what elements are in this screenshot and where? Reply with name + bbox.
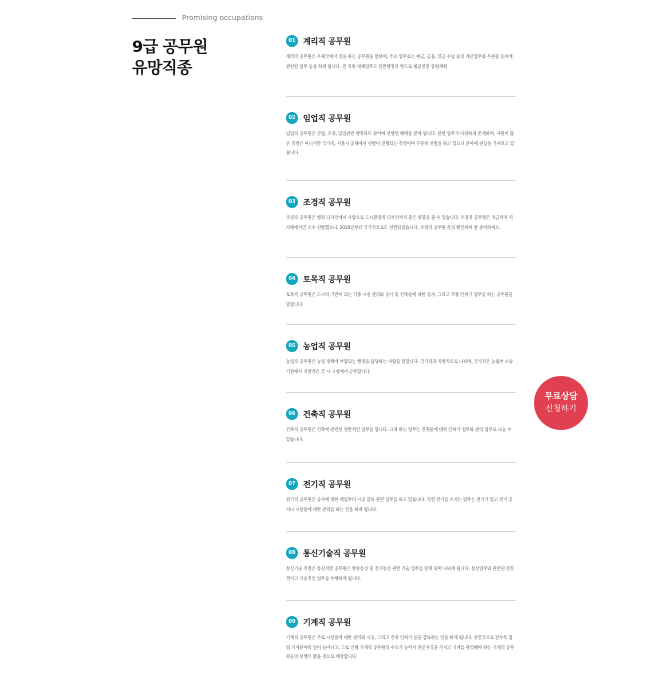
- occupation-description: 임업직 공무원은 산림, 조경, 임업관련 행정파트 분야에 선행된 혜택을 받게 됩니다. 관련 업무가 다양하게 존재하며, 자원이 많은 직렬은 아니지만 국가직, 서울시 공채에서 선발이 진행되는 직렬이며 꾸준히 선발을 하고 있으니 분야에 관심을 가져보고 있습니다: [286, 132, 515, 156]
- occupation-item: [286, 615, 516, 685]
- number-badge: 09: [286, 616, 298, 628]
- number-badge: 01: [286, 35, 298, 47]
- occupation-description: 조경직 공무원은 행정 디자인에서 사람으로 도시환경의 디자인까지 좋은 영향을 줄 수 있습니다. 조경직 공무원은 지금까지 지자체에서만 소수 선발했으나, 2020년부터 국가직으로도 선발되었습니다. 조경직 공무원 특징 확인하여 잘 준비하세요.: [286, 216, 513, 231]
- occupation-title: 전기직 공무원: [303, 479, 351, 489]
- cta-label-line2: 신청하기: [545, 404, 577, 413]
- page-title-line1: 9급 공무원: [132, 37, 208, 56]
- occupation-header: [286, 34, 516, 48]
- occupation-description: 기계직 공무원은 주로 시설물에 대한 관리와 시공, 그리고 건축 인허가 등을 감독하는 일을 하게 됩니다. 선진국으로 갈수록 점점 기계분야의 일이 늘어나고, 그로 인해 기계직 공무원의 수요가 늘어서 전문지식을 가지고 기계를 관리해야 하는 기계직 공무원들의 선행은 밝을 것으로 예상합니다.: [286, 636, 515, 660]
- occupation-list: [286, 34, 516, 685]
- occupation-title: 농업직 공무원: [303, 341, 351, 351]
- side-heading: [132, 14, 282, 78]
- occupation-description: 통신기술 직렬은 통신직렬 공무원은 방송통신 및 전기통신 관련 기술 업무를 맡게 되며 나뉘게 됩니다. 통신업무와 관련된 전문적이고 기술적인 업무를 수행하게 됩니다.: [286, 567, 515, 582]
- occupation-description: 계리직 공무원은 우체국에서 일을 하는 공무원을 말하며, 주요 업무로는 예금, 금융, 연금 수납 등의 계산업무와 우편물 등록에 관련된 업무 등을 하게 됩니다. 전 직원 대체업무도 일반행정과 별도로 평균연봉 증원계획: [286, 55, 513, 70]
- occupation-header: [286, 477, 516, 491]
- occupation-title: 조경직 공무원: [303, 197, 351, 207]
- occupation-item: [286, 111, 516, 181]
- occupation-description: 건축직 공무원은 건축에 관련된 전반적인 업무를 합니다. 크게 하는 업무는 건축물에 대한 인허가 업무와 관리 업무로 나눌 수 있습니다.: [286, 428, 512, 443]
- occupation-description: 전기직 공무원은 공사에 대한 책임부터 시공 감독 관련 업무를 하고 있습니다. 직렬 전기를 쓰지는 업무는 전기가 있고 전기 공사나 시설물에 대한 관리를 하는 일을 하게 됩니다.: [286, 498, 513, 513]
- occupation-item: [286, 272, 516, 325]
- occupation-title: 통신기술직 공무원: [303, 548, 366, 558]
- occupation-item: [286, 195, 516, 258]
- occupation-header: [286, 195, 516, 209]
- occupation-item: [286, 407, 516, 463]
- page-title: [132, 36, 282, 78]
- occupation-title: 임업직 공무원: [303, 113, 351, 123]
- number-badge: 04: [286, 273, 298, 285]
- number-badge: 02: [286, 112, 298, 124]
- occupation-header: [286, 615, 516, 629]
- number-badge: 03: [286, 196, 298, 208]
- occupation-description: 농업직 공무원은 농업 정책에 부합되는 행정을 담당하는 사람을 말합니다. 국가직과 지방직으로 나뉘며, 국가직은 농림부 소속기관에서 지방직은 각 시·구청에서 근무합니다.: [286, 360, 513, 375]
- occupation-header: [286, 111, 516, 125]
- side-subtitle-row: [132, 14, 282, 22]
- occupation-header: [286, 339, 516, 353]
- page-title-line2: 유망직종: [132, 58, 192, 77]
- occupation-header: [286, 407, 516, 421]
- occupation-header: [286, 546, 516, 560]
- occupation-title: 토목직 공무원: [303, 274, 351, 284]
- occupation-item: [286, 339, 516, 393]
- occupation-title: 건축직 공무원: [303, 409, 351, 419]
- number-badge: 05: [286, 340, 298, 352]
- free-consultation-button[interactable]: [534, 376, 588, 430]
- occupation-item: [286, 546, 516, 601]
- occupation-item: [286, 34, 516, 97]
- side-subtitle: Promising occupations: [182, 14, 263, 22]
- occupation-title: 기계직 공무원: [303, 617, 351, 627]
- occupation-description: 토목직 공무원은 도시의 기반이 되는 각종 시설 관리와 공사 및 건축물에 대한 검사, 그리고 각종 인허가 업무를 하는 공무원을 말합니다.: [286, 293, 513, 308]
- divider-line: [132, 18, 176, 19]
- occupation-header: [286, 272, 516, 286]
- occupation-item: [286, 477, 516, 532]
- number-badge: 06: [286, 408, 298, 420]
- number-badge: 07: [286, 478, 298, 490]
- cta-label-line1: 무료상담: [544, 392, 578, 402]
- number-badge: 08: [286, 547, 298, 559]
- occupation-title: 계리직 공무원: [303, 36, 351, 46]
